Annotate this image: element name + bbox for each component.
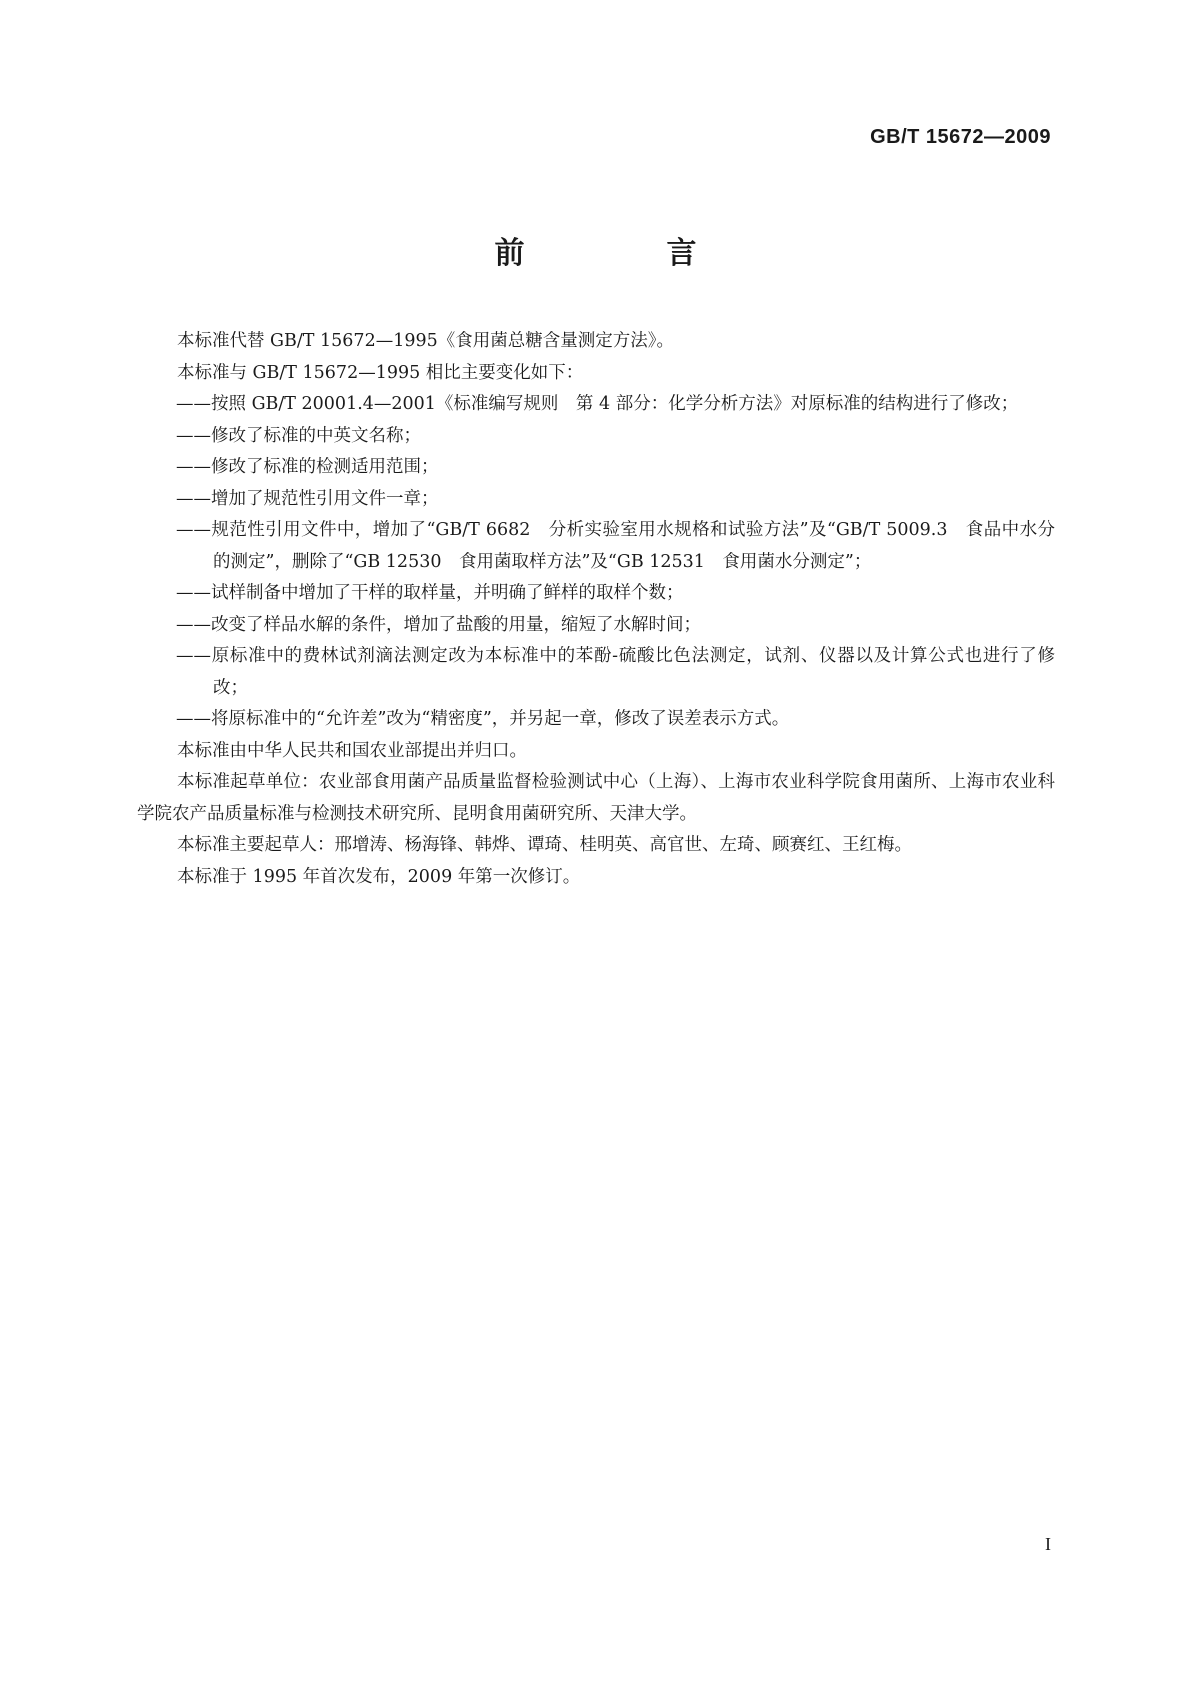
closing-paragraph: 本标准起草单位：农业部食用菌产品质量监督检验测试中心（上海）、上海市农业科学院食用菌所、上海市农业科学院农产品质量标准与检测技术研究所、昆明食用菌研究所、天津大学。 (137, 772, 1055, 824)
intro-paragraph: 本标准代替 GB/T 15672—1995《食用菌总糖含量测定方法》。 (177, 331, 674, 351)
change-list-item: ——增加了规范性引用文件一章； (176, 488, 439, 509)
change-list-item: ——规范性引用文件中，增加了“GB/T 6682 分析实验室用水规格和试验方法”及“GB/T 5009.3 食品中水分的测定”，删除了“GB 12530 食用菌取样方法”及“GB 12531 食用菌水分测定”； (176, 520, 1055, 572)
intro-paragraph: 本标准与 GB/T 15672—1995 相比主要变化如下： (177, 362, 584, 383)
change-list-item: ——改变了样品水解的条件，增加了盐酸的用量，缩短了水解时间； (176, 614, 701, 635)
change-list-item: ——按照 GB/T 20001.4—2001《标准编写规则 第 4 部分：化学分析方法》对原标准的结构进行了修改； (176, 394, 1019, 414)
change-list-item: ——修改了标准的检测适用范围； (176, 457, 439, 477)
page-number: I (1045, 1534, 1051, 1554)
change-list-item: ——原标准中的费林试剂滴法测定改为本标准中的苯酚-硫酸比色法测定，试剂、仪器以及计算公式也进行了修改； (176, 646, 1055, 698)
change-list-item: ——试样制备中增加了干样的取样量，并明确了鲜样的取样个数； (176, 583, 684, 603)
closing-paragraph: 本标准由中华人民共和国农业部提出并归口。 (177, 740, 527, 761)
closing-paragraph: 本标准于 1995 年首次发布，2009 年第一次修订。 (177, 866, 581, 887)
foreword-body (137, 326, 1055, 893)
page-title: 前 言 (494, 236, 753, 271)
closing-paragraph: 本标准主要起草人：邢增涛、杨海锋、韩烨、谭琦、桂明英、高官世、左琦、顾赛红、王红梅。 (177, 835, 912, 855)
change-list-item: ——修改了标准的中英文名称； (176, 425, 421, 446)
change-list-item: ——将原标准中的“允许差”改为“精密度”，并另起一章，修改了误差表示方式。 (176, 709, 790, 729)
document-code: GB/T 15672—2009 (870, 126, 1051, 148)
